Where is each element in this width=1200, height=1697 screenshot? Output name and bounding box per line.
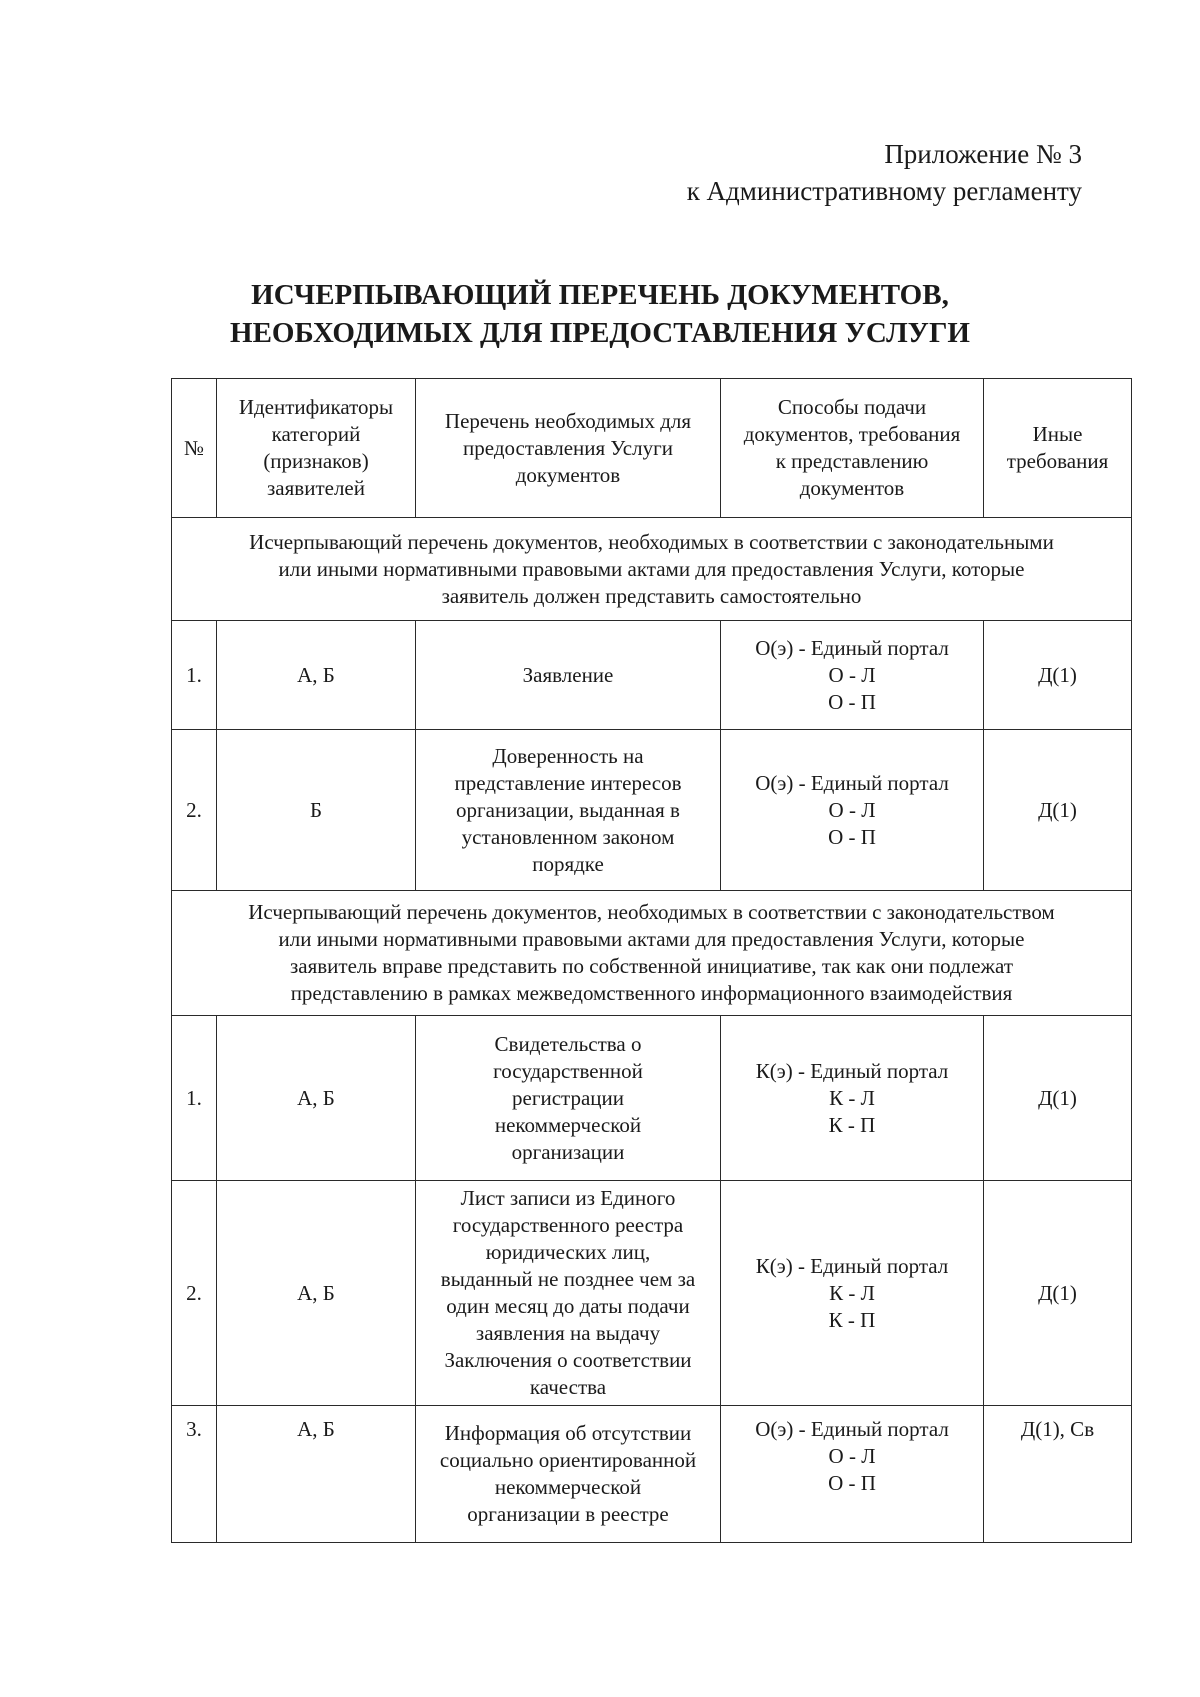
- section-1-line: Исчерпывающий перечень документов, необходимых в соответствии с законодательными: [249, 529, 1054, 554]
- row-document: [416, 1016, 721, 1181]
- row-document-line: организации, выданная в: [456, 797, 680, 822]
- row-methods-line: К - П: [828, 1307, 876, 1332]
- row-categories: А, Б: [217, 1181, 416, 1406]
- header-categories-line: Идентификаторы: [238, 395, 394, 419]
- title-line-2: НЕОБХОДИМЫХ ДЛЯ ПРЕДОСТАВЛЕНИЯ УСЛУГИ: [230, 317, 970, 349]
- row-num: 1.: [172, 621, 217, 730]
- header-categories-line: заявителей: [267, 476, 365, 500]
- row-document-line: качества: [529, 1375, 607, 1399]
- row-methods-line: О - Л: [828, 662, 876, 687]
- row-methods: [721, 1181, 984, 1406]
- row-num: 2.: [172, 1181, 217, 1406]
- row-document-line: Заключения о соответствии: [444, 1348, 692, 1372]
- header-other-line: Иные: [1032, 422, 1083, 446]
- row-categories: А, Б: [217, 1406, 416, 1543]
- row-document-line: порядке: [532, 851, 604, 876]
- section-2-line: Исчерпывающий перечень документов, необходимых в соответствии с законодательством: [248, 900, 1055, 924]
- section-2-line: представлению в рамках межведомственного информационного взаимодействия: [290, 981, 1013, 1005]
- row-methods-line: К(э) - Единый портал: [755, 1058, 949, 1083]
- row-methods-line: О - П: [828, 1471, 876, 1495]
- header-documents-line: Перечень необходимых для: [444, 408, 692, 433]
- header-documents-line: предоставления Услуги: [463, 435, 673, 460]
- table-header-row: [172, 379, 1132, 518]
- row-num: 2.: [172, 730, 217, 891]
- row-document-line: организации: [511, 1139, 625, 1164]
- table-row: [172, 1181, 1132, 1406]
- row-methods-line: О - П: [828, 824, 876, 849]
- header-other: [984, 379, 1132, 518]
- section-heading-row: [172, 518, 1132, 621]
- row-methods-line: О - Л: [828, 1444, 876, 1468]
- section-2-heading: [172, 891, 1132, 1016]
- row-document-line: Заявление: [522, 662, 614, 687]
- row-other: Д(1), Св: [984, 1406, 1132, 1543]
- header-categories-line: категорий: [271, 422, 361, 446]
- header-methods-line: Способы подачи: [777, 395, 927, 419]
- header-num: №: [172, 379, 217, 518]
- row-methods: [721, 621, 984, 730]
- row-methods-line: О - Л: [828, 797, 876, 822]
- section-1-heading: [172, 518, 1132, 621]
- row-document: [416, 621, 721, 730]
- row-document-line: государственного реестра: [452, 1213, 684, 1237]
- row-document: [416, 730, 721, 891]
- header-categories: [217, 379, 416, 518]
- row-document-line: представление интересов: [454, 770, 682, 795]
- section-1-line: или иными нормативными правовыми актами для предоставления Услуги, которые: [278, 556, 1025, 581]
- row-methods-line: О - П: [828, 689, 876, 714]
- row-methods-line: К(э) - Единый портал: [755, 1253, 949, 1278]
- row-methods-line: О(э) - Единый портал: [755, 1417, 949, 1441]
- row-other: Д(1): [984, 730, 1132, 891]
- document-title: [0, 276, 1200, 352]
- section-2-line: или иными нормативными правовыми актами для предоставления Услуги, которые: [278, 927, 1025, 951]
- row-methods-line: К - Л: [829, 1280, 875, 1305]
- appendix-line-1: Приложение № 3: [884, 139, 1082, 169]
- row-categories: Б: [217, 730, 416, 891]
- table-row: [172, 730, 1132, 891]
- header-categories-line: (признаков): [263, 449, 369, 473]
- title-line-1: ИСЧЕРПЫВАЮЩИЙ ПЕРЕЧЕНЬ ДОКУМЕНТОВ,: [251, 279, 949, 311]
- row-document-line: заявления на выдачу: [475, 1321, 661, 1345]
- header-other-line: требования: [1006, 449, 1109, 473]
- row-document-line: Лист записи из Единого: [460, 1186, 676, 1210]
- row-methods: [721, 1406, 984, 1543]
- table-row: [172, 621, 1132, 730]
- row-other: Д(1): [984, 621, 1132, 730]
- row-methods-line: К - Л: [829, 1085, 875, 1110]
- row-document-line: юридических лиц,: [485, 1240, 651, 1264]
- header-methods-line: документов: [799, 476, 905, 500]
- row-methods-line: К - П: [828, 1112, 876, 1137]
- row-document-line: Информация об отсутствии: [444, 1421, 692, 1445]
- row-methods: [721, 730, 984, 891]
- row-document: [416, 1406, 721, 1543]
- section-1-line: заявитель должен представить самостоятельно: [441, 583, 862, 608]
- row-categories: А, Б: [217, 621, 416, 730]
- row-document-line: регистрации: [512, 1085, 624, 1110]
- row-document-line: установленном законом: [461, 824, 675, 849]
- row-document: [416, 1181, 721, 1406]
- row-document-line: организации в реестре: [467, 1502, 669, 1526]
- table-row: [172, 1016, 1132, 1181]
- row-document-line: Свидетельства о: [494, 1031, 642, 1056]
- header-methods-line: документов, требования: [743, 422, 961, 446]
- row-categories: А, Б: [217, 1016, 416, 1181]
- row-num: 1.: [172, 1016, 217, 1181]
- header-documents-line: документов: [515, 462, 621, 487]
- row-methods-line: О(э) - Единый портал: [755, 770, 949, 795]
- header-documents: [416, 379, 721, 518]
- row-other: Д(1): [984, 1016, 1132, 1181]
- documents-table: [171, 378, 1132, 1543]
- header-methods-line: к представлению: [775, 449, 929, 473]
- section-2-line: заявитель вправе представить по собственной инициативе, так как они подлежат: [289, 954, 1013, 978]
- row-document-line: государственной: [493, 1058, 643, 1083]
- row-methods-line: О(э) - Единый портал: [755, 635, 949, 660]
- row-document-line: социально ориентированной: [439, 1448, 697, 1472]
- row-document-line: некоммерческой: [494, 1475, 642, 1499]
- appendix-note: [687, 136, 1082, 210]
- row-document-line: некоммерческой: [494, 1112, 642, 1137]
- section-heading-row: [172, 891, 1132, 1016]
- header-methods: [721, 379, 984, 518]
- row-num: 3.: [172, 1406, 217, 1543]
- table-row: [172, 1406, 1132, 1543]
- appendix-line-2: к Административному регламенту: [686, 176, 1082, 206]
- row-document-line: один месяц до даты подачи: [446, 1294, 690, 1318]
- row-document-line: выданный не позднее чем за: [440, 1267, 696, 1291]
- row-other: Д(1): [984, 1181, 1132, 1406]
- row-document-line: Доверенность на: [492, 743, 644, 768]
- row-methods: [721, 1016, 984, 1181]
